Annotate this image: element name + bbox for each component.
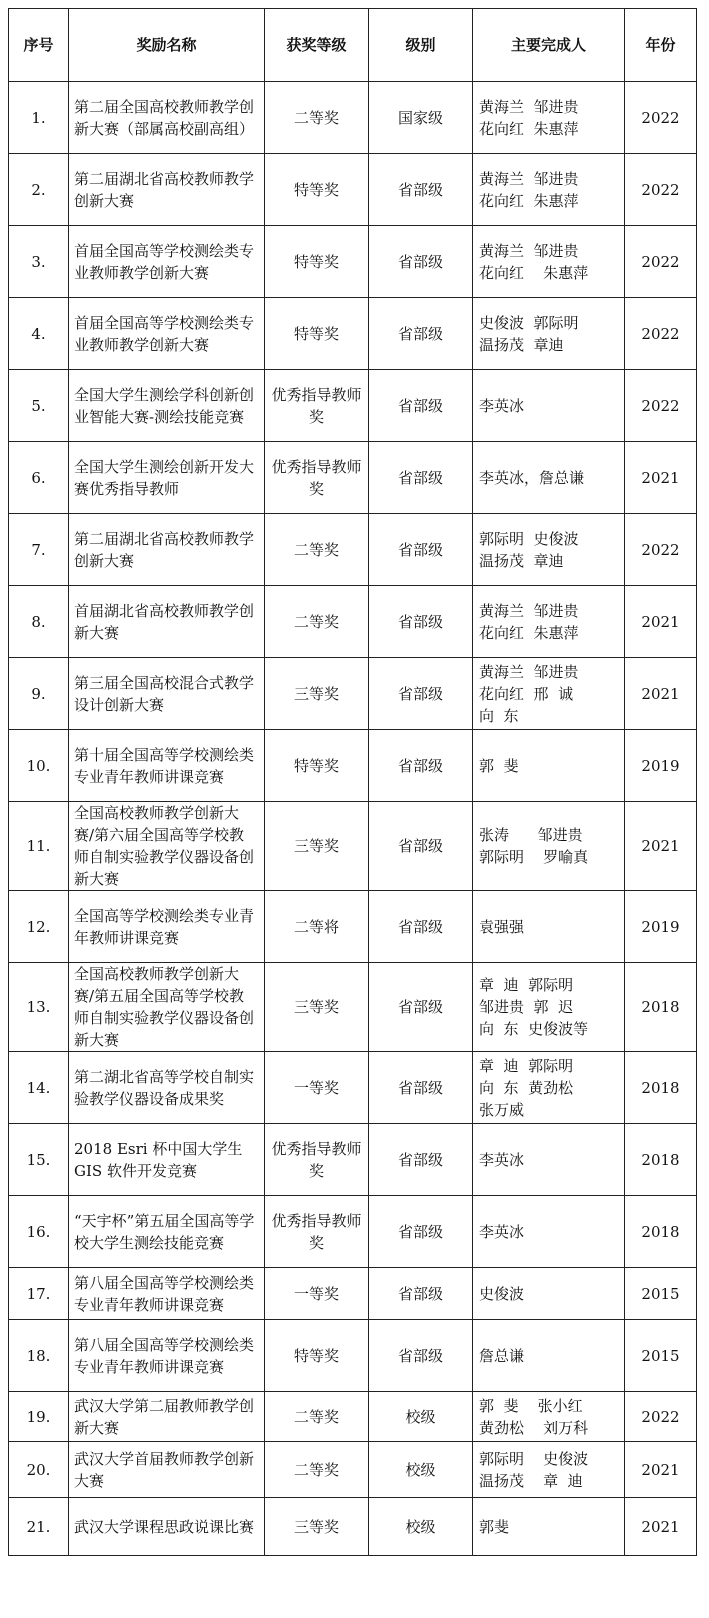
table-row	[9, 730, 697, 802]
award-grade: 一等奖	[265, 1268, 369, 1320]
award-level: 国家级	[369, 82, 473, 154]
award-year: 2022	[625, 82, 697, 154]
row-index: 15.	[9, 1124, 69, 1196]
award-year: 2021	[625, 1442, 697, 1498]
award-grade: 三等奖	[265, 963, 369, 1052]
header-year: 年份	[625, 9, 697, 82]
header-award-name: 奖励名称	[69, 9, 265, 82]
row-index: 21.	[9, 1498, 69, 1556]
award-name: 2018 Esri 杯中国大学生 GIS 软件开发竞赛	[69, 1124, 265, 1196]
award-year: 2021	[625, 1498, 697, 1556]
row-index: 6.	[9, 442, 69, 514]
award-grade: 特等奖	[265, 730, 369, 802]
awards-table	[8, 8, 697, 1556]
award-year: 2018	[625, 1196, 697, 1268]
row-index: 13.	[9, 963, 69, 1052]
award-level: 省部级	[369, 1320, 473, 1392]
table-header-row	[9, 9, 697, 82]
award-grade: 二等奖	[265, 514, 369, 586]
award-grade: 三等奖	[265, 802, 369, 891]
main-contributors: 黄海兰 邹进贵 花向红 朱惠萍	[473, 154, 625, 226]
main-contributors: 黄海兰 邹进贵 花向红 朱惠萍	[473, 586, 625, 658]
award-level: 省部级	[369, 1124, 473, 1196]
award-name: 全国高校教师教学创新大赛/第六届全国高等学校教师自制实验教学仪器设备创新大赛	[69, 802, 265, 891]
award-level: 省部级	[369, 802, 473, 891]
award-name: 第二届全国高校教师教学创新大赛（部属高校副高组）	[69, 82, 265, 154]
row-index: 3.	[9, 226, 69, 298]
main-contributors: 郭际明 史俊波 温扬茂 章迪	[473, 514, 625, 586]
award-name: 第三届全国高校混合式教学设计创新大赛	[69, 658, 265, 730]
award-year: 2018	[625, 1124, 697, 1196]
award-grade: 一等奖	[265, 1052, 369, 1124]
row-index: 9.	[9, 658, 69, 730]
award-name: 第十届全国高等学校测绘类专业青年教师讲课竞赛	[69, 730, 265, 802]
main-contributors: 李英冰	[473, 370, 625, 442]
award-level: 省部级	[369, 1052, 473, 1124]
award-level: 省部级	[369, 963, 473, 1052]
award-year: 2019	[625, 891, 697, 963]
award-grade: 优秀指导教师奖	[265, 370, 369, 442]
award-grade: 二等奖	[265, 1442, 369, 1498]
award-year: 2022	[625, 370, 697, 442]
award-grade: 特等奖	[265, 154, 369, 226]
table-row	[9, 370, 697, 442]
table-row	[9, 1268, 697, 1320]
award-year: 2021	[625, 442, 697, 514]
award-name: 首届全国高等学校测绘类专业教师教学创新大赛	[69, 298, 265, 370]
table-row	[9, 1124, 697, 1196]
award-level: 省部级	[369, 226, 473, 298]
award-grade: 三等奖	[265, 1498, 369, 1556]
main-contributors: 郭 斐	[473, 730, 625, 802]
award-year: 2018	[625, 963, 697, 1052]
table-row	[9, 586, 697, 658]
main-contributors: 郭际明 史俊波 温扬茂 章 迪	[473, 1442, 625, 1498]
row-index: 18.	[9, 1320, 69, 1392]
award-level: 省部级	[369, 891, 473, 963]
award-grade: 二等奖	[265, 1392, 369, 1442]
main-contributors: 史俊波 郭际明 温扬茂 章迪	[473, 298, 625, 370]
award-year: 2022	[625, 154, 697, 226]
main-contributors: 张涛 邹进贵 郭际明 罗喻真	[473, 802, 625, 891]
row-index: 2.	[9, 154, 69, 226]
row-index: 19.	[9, 1392, 69, 1442]
award-name: 第八届全国高等学校测绘类专业青年教师讲课竞赛	[69, 1320, 265, 1392]
row-index: 1.	[9, 82, 69, 154]
award-grade: 优秀指导教师奖	[265, 1196, 369, 1268]
table-row	[9, 1392, 697, 1442]
row-index: 10.	[9, 730, 69, 802]
table-row	[9, 226, 697, 298]
main-contributors: 李英冰	[473, 1124, 625, 1196]
row-index: 17.	[9, 1268, 69, 1320]
table-row	[9, 514, 697, 586]
table-row	[9, 298, 697, 370]
main-contributors: 詹总谦	[473, 1320, 625, 1392]
award-level: 省部级	[369, 298, 473, 370]
row-index: 14.	[9, 1052, 69, 1124]
award-level: 省部级	[369, 1196, 473, 1268]
award-grade: 特等奖	[265, 1320, 369, 1392]
award-name: “天宇杯”第五届全国高等学校大学生测绘技能竞赛	[69, 1196, 265, 1268]
award-grade: 特等奖	[265, 226, 369, 298]
table-row	[9, 891, 697, 963]
award-grade: 二等奖	[265, 586, 369, 658]
main-contributors: 袁强强	[473, 891, 625, 963]
award-level: 省部级	[369, 442, 473, 514]
award-level: 省部级	[369, 730, 473, 802]
award-name: 首届湖北省高校教师教学创新大赛	[69, 586, 265, 658]
row-index: 20.	[9, 1442, 69, 1498]
award-level: 省部级	[369, 370, 473, 442]
award-year: 2021	[625, 658, 697, 730]
award-year: 2015	[625, 1320, 697, 1392]
table-row	[9, 154, 697, 226]
main-contributors: 章 迪 郭际明 邹进贵 郭 迟 向 东 史俊波等	[473, 963, 625, 1052]
main-contributors: 郭 斐 张小红 黄劲松 刘万科	[473, 1392, 625, 1442]
award-name: 武汉大学课程思政说课比赛	[69, 1498, 265, 1556]
row-index: 7.	[9, 514, 69, 586]
header-award-grade: 获奖等级	[265, 9, 369, 82]
main-contributors: 郭斐	[473, 1498, 625, 1556]
award-name: 第二湖北省高等学校自制实验教学仪器设备成果奖	[69, 1052, 265, 1124]
table-row	[9, 1320, 697, 1392]
main-contributors: 黄海兰 邹进贵 花向红 朱惠萍	[473, 82, 625, 154]
table-row	[9, 82, 697, 154]
table-row	[9, 802, 697, 891]
award-year: 2022	[625, 514, 697, 586]
award-year: 2019	[625, 730, 697, 802]
header-main-contributors: 主要完成人	[473, 9, 625, 82]
award-level: 校级	[369, 1392, 473, 1442]
table-row	[9, 442, 697, 514]
award-name: 武汉大学第二届教师教学创新大赛	[69, 1392, 265, 1442]
table-row	[9, 963, 697, 1052]
award-grade: 优秀指导教师奖	[265, 442, 369, 514]
main-contributors: 史俊波	[473, 1268, 625, 1320]
award-level: 省部级	[369, 658, 473, 730]
award-grade: 二等奖	[265, 82, 369, 154]
header-level: 级别	[369, 9, 473, 82]
award-level: 省部级	[369, 1268, 473, 1320]
award-year: 2022	[625, 298, 697, 370]
award-year: 2022	[625, 226, 697, 298]
award-name: 第二届湖北省高校教师教学创新大赛	[69, 514, 265, 586]
table-row	[9, 1442, 697, 1498]
award-grade: 二等将	[265, 891, 369, 963]
table-row	[9, 1498, 697, 1556]
main-contributors: 李英冰，詹总谦	[473, 442, 625, 514]
award-name: 武汉大学首届教师教学创新大赛	[69, 1442, 265, 1498]
award-name: 第八届全国高等学校测绘类专业青年教师讲课竞赛	[69, 1268, 265, 1320]
award-name: 第二届湖北省高校教师教学创新大赛	[69, 154, 265, 226]
award-grade: 三等奖	[265, 658, 369, 730]
row-index: 12.	[9, 891, 69, 963]
award-grade: 优秀指导教师奖	[265, 1124, 369, 1196]
main-contributors: 黄海兰 邹进贵 花向红 朱惠萍	[473, 226, 625, 298]
award-level: 校级	[369, 1498, 473, 1556]
award-name: 全国高校教师教学创新大赛/第五届全国高等学校教师自制实验教学仪器设备创新大赛	[69, 963, 265, 1052]
table-row	[9, 1052, 697, 1124]
award-year: 2021	[625, 586, 697, 658]
award-year: 2021	[625, 802, 697, 891]
table-row	[9, 658, 697, 730]
award-name: 全国大学生测绘学科创新创业智能大赛-测绘技能竞赛	[69, 370, 265, 442]
header-index: 序号	[9, 9, 69, 82]
award-grade: 特等奖	[265, 298, 369, 370]
table-row	[9, 1196, 697, 1268]
award-level: 校级	[369, 1442, 473, 1498]
award-name: 全国大学生测绘创新开发大赛优秀指导教师	[69, 442, 265, 514]
main-contributors: 黄海兰 邹进贵 花向红 邢 诚 向 东	[473, 658, 625, 730]
award-year: 2015	[625, 1268, 697, 1320]
row-index: 16.	[9, 1196, 69, 1268]
main-contributors: 李英冰	[473, 1196, 625, 1268]
row-index: 11.	[9, 802, 69, 891]
award-year: 2022	[625, 1392, 697, 1442]
award-level: 省部级	[369, 586, 473, 658]
award-name: 全国高等学校测绘类专业青年教师讲课竞赛	[69, 891, 265, 963]
award-name: 首届全国高等学校测绘类专业教师教学创新大赛	[69, 226, 265, 298]
row-index: 8.	[9, 586, 69, 658]
row-index: 5.	[9, 370, 69, 442]
award-year: 2018	[625, 1052, 697, 1124]
main-contributors: 章 迪 郭际明 向 东 黄劲松 张万威	[473, 1052, 625, 1124]
row-index: 4.	[9, 298, 69, 370]
award-level: 省部级	[369, 514, 473, 586]
award-level: 省部级	[369, 154, 473, 226]
